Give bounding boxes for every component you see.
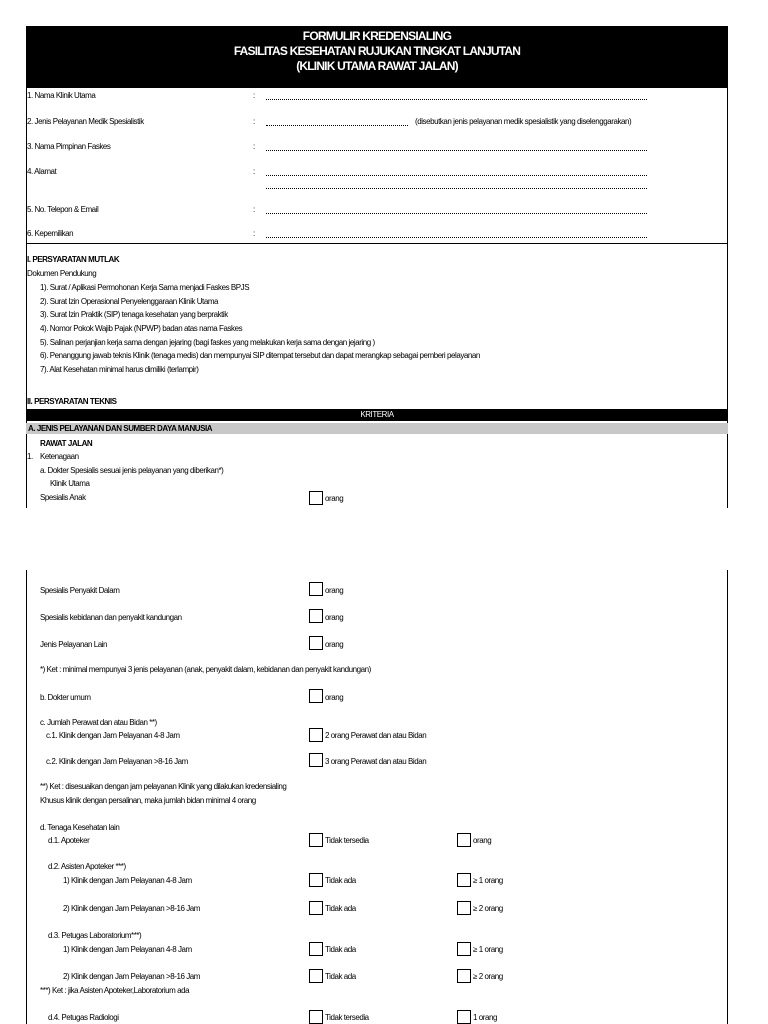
jenis-pelayanan-lain-label: Jenis Pelayanan Lain xyxy=(40,640,108,649)
asisten-apoteker-title: d.2. Asisten Apoteker ***) xyxy=(48,862,126,871)
ketenagaan-label: Ketenagaan xyxy=(40,452,79,461)
penyakit-dalam-count-box[interactable] xyxy=(309,582,323,596)
tidak-ada-label: Tidak ada xyxy=(325,904,356,913)
tidak-ada-label: Tidak ada xyxy=(325,945,356,954)
dokter-spesialis-label: a. Dokter Spesialis sesuai jenis pelayanan yang diberikan*) xyxy=(40,466,224,475)
requirement-item: 2). Surat Izin Operasional Penyelenggaraan Klinik Utama xyxy=(40,297,219,306)
asisten-8-16-tidak-ada-checkbox[interactable] xyxy=(309,901,323,915)
lab-8-16-min-checkbox[interactable] xyxy=(457,969,471,983)
divider xyxy=(26,243,728,244)
apoteker-label: d.1. Apoteker xyxy=(48,836,90,845)
requirement-item: 5). Salinan perjanjian kerja sama dengan jejaring (bagi faskes yang melakukan kerja sama dengan jejaring ) xyxy=(40,338,375,347)
tidak-ada-label: Tidak ada xyxy=(325,972,356,981)
page2-left-border xyxy=(26,570,27,1024)
tenaga-kesehatan-lain-title: d. Tenaga Kesehatan lain xyxy=(40,823,120,832)
min-1-orang-label: ≥ 1 orang xyxy=(473,945,503,954)
item-number: 1. xyxy=(27,452,33,461)
form-subtitle: FASILITAS KESEHATAN RUJUKAN TINGKAT LANJUTAN xyxy=(233,44,521,58)
field-label-alamat: 4. Alamat xyxy=(27,167,57,176)
alamat-input-line2[interactable] xyxy=(266,188,647,189)
form-header xyxy=(26,26,728,88)
orang-label: orang xyxy=(325,613,344,622)
spesialis-anak-count-box[interactable] xyxy=(309,491,323,505)
asisten-jam-4-8-label: 1) Klinik dengan Jam Pelayanan 4-8 Jam xyxy=(63,876,192,885)
dokter-umum-count-box[interactable] xyxy=(309,689,323,703)
section-2-title: II. PERSYARATAN TEKNIS xyxy=(27,397,117,406)
pelayanan-lain-count-box[interactable] xyxy=(309,636,323,650)
requirement-item: 4). Nomor Pokok Wajib Pajak (NPWP) badan atas nama Faskes xyxy=(40,324,243,333)
spesialis-kebidanan-label: Spesialis kebidanan dan penyakit kandungan xyxy=(40,613,182,622)
min-1-orang-label: ≥ 1 orang xyxy=(473,876,503,885)
field-label-telepon: 5. No. Telepon & Email xyxy=(27,205,99,214)
page1-right-border xyxy=(727,88,728,508)
asisten-4-8-min-checkbox[interactable] xyxy=(457,873,471,887)
kebidanan-count-box[interactable] xyxy=(309,609,323,623)
lab-jam-8-16-label: 2) Klinik dengan Jam Pelayanan >8-16 Jam xyxy=(63,972,200,981)
lab-4-8-tidak-ada-checkbox[interactable] xyxy=(309,942,323,956)
min-2-orang-label: ≥ 2 orang xyxy=(473,904,503,913)
alamat-input[interactable] xyxy=(266,175,647,176)
kepemilikan-input[interactable] xyxy=(266,237,647,238)
rawat-jalan-label: RAWAT JALAN xyxy=(40,439,93,448)
nama-klinik-input[interactable] xyxy=(266,99,647,100)
keterangan-asisten-lab: ***) Ket : jika Asisten Apoteker,Laboratorium ada xyxy=(40,986,190,995)
field-colon: : xyxy=(253,167,255,176)
lab-4-8-min-checkbox[interactable] xyxy=(457,942,471,956)
c1-checkbox[interactable] xyxy=(309,728,323,742)
c2-label: c.2. Klinik dengan Jam Pelayanan >8-16 Jam xyxy=(46,757,188,766)
asisten-4-8-tidak-ada-checkbox[interactable] xyxy=(309,873,323,887)
asisten-jam-8-16-label: 2) Klinik dengan Jam Pelayanan >8-16 Jam xyxy=(63,904,200,913)
field-colon: : xyxy=(253,117,255,126)
orang-label: orang xyxy=(325,693,344,702)
radiologi-tidak-tersedia-checkbox[interactable] xyxy=(309,1010,323,1024)
field-label-nama-klinik: 1. Nama Klinik Utama xyxy=(27,91,96,100)
asisten-8-16-min-checkbox[interactable] xyxy=(457,901,471,915)
one-orang-label: 1 orang xyxy=(473,1013,497,1022)
orang-label: orang xyxy=(325,586,344,595)
c1-value: 2 orang Perawat dan atau Bidan xyxy=(325,731,427,740)
c2-checkbox[interactable] xyxy=(309,753,323,767)
tidak-tersedia-label: Tidak tersedia xyxy=(325,836,369,845)
requirement-item: 3). Surat Izin Praktik (SIP) tenaga kesehatan yang berpraktik xyxy=(40,310,228,319)
form-subtitle-2: (KLINIK UTAMA RAWAT JALAN) xyxy=(296,59,458,73)
klinik-utama-label: Klinik Utama xyxy=(50,479,90,488)
form-title: FORMULIR KREDENSIALING xyxy=(302,29,452,43)
tidak-tersedia-label: Tidak tersedia xyxy=(325,1013,369,1022)
field-label-kepemilikan: 6. Kepemilikan xyxy=(27,229,74,238)
field-colon: : xyxy=(253,91,255,100)
lab-jam-4-8-label: 1) Klinik dengan Jam Pelayanan 4-8 Jam xyxy=(63,945,192,954)
kriteria-header: KRITERIA xyxy=(26,409,728,421)
telepon-input[interactable] xyxy=(266,213,647,214)
page2-right-border xyxy=(727,570,728,1024)
keterangan-persalinan: Khusus klinik dengan persalinan, maka jumlah bidan minimal 4 orang xyxy=(40,796,256,805)
section-1-title: I. PERSYARATAN MUTLAK xyxy=(27,255,120,264)
petugas-radiologi-label: d.4. Petugas Radiologi xyxy=(48,1013,119,1022)
keterangan-perawat: **) Ket : disesuaikan dengan jam pelayanan Klinik yang dilakukan kredensialing xyxy=(40,782,287,791)
requirement-item: 1). Surat / Aplikasi Permohonan Kerja Sama menjadi Faskes BPJS xyxy=(40,283,250,292)
perawat-bidan-title: c. Jumlah Perawat dan atau Bidan **) xyxy=(40,718,157,727)
field-label-pimpinan: 3. Nama Pimpinan Faskes xyxy=(27,142,111,151)
dokter-umum-label: b. Dokter umum xyxy=(40,693,91,702)
orang-label: orang xyxy=(473,836,492,845)
radiologi-count-checkbox[interactable] xyxy=(457,1010,471,1024)
jenis-pelayanan-input[interactable] xyxy=(266,125,408,126)
keterangan-spesialis: *) Ket : minimal mempunyai 3 jenis pelayanan (anak, penyakit dalam, kebidanan dan penyakit kandungan) xyxy=(40,665,371,674)
tidak-ada-label: Tidak ada xyxy=(325,876,356,885)
petugas-lab-title: d.3. Petugas Laboratorium***) xyxy=(48,931,142,940)
min-2-orang-label: ≥ 2 orang xyxy=(473,972,503,981)
jenis-pelayanan-note: (disebutkan jenis pelayanan medik spesialistik yang diselenggarakan) xyxy=(415,117,632,126)
pimpinan-input[interactable] xyxy=(266,150,647,151)
field-colon: : xyxy=(253,205,255,214)
c1-label: c.1. Klinik dengan Jam Pelayanan 4-8 Jam xyxy=(46,731,180,740)
field-label-jenis-pelayanan: 2. Jenis Pelayanan Medik Spesialistik xyxy=(27,117,144,126)
c2-value: 3 orang Perawat dan atau Bidan xyxy=(325,757,427,766)
requirement-item: 7). Alat Kesehatan minimal harus dimiliki (terlampir) xyxy=(40,365,199,374)
field-colon: : xyxy=(253,229,255,238)
orang-label: orang xyxy=(325,494,344,503)
field-colon: : xyxy=(253,142,255,151)
page1-left-border xyxy=(26,88,27,508)
orang-label: orang xyxy=(325,640,344,649)
section-1-subtitle: Dokumen Pendukung xyxy=(27,269,97,278)
spesialis-penyakit-dalam-label: Spesialis Penyakit Dalam xyxy=(40,586,120,595)
apoteker-tidak-tersedia-checkbox[interactable] xyxy=(309,833,323,847)
spesialis-anak-label: Spesialis Anak xyxy=(40,493,86,502)
requirement-item: 6). Penanggung jawab teknis Klinik (tenaga medis) dan mempunyai SIP ditempat tersebut dan dapat merangkap sebagai pemberi pelayanan xyxy=(40,351,480,360)
subsection-a-title: A. JENIS PELAYANAN DAN SUMBER DAYA MANUSIA xyxy=(26,423,728,434)
apoteker-count-box[interactable] xyxy=(457,833,471,847)
lab-8-16-tidak-ada-checkbox[interactable] xyxy=(309,969,323,983)
